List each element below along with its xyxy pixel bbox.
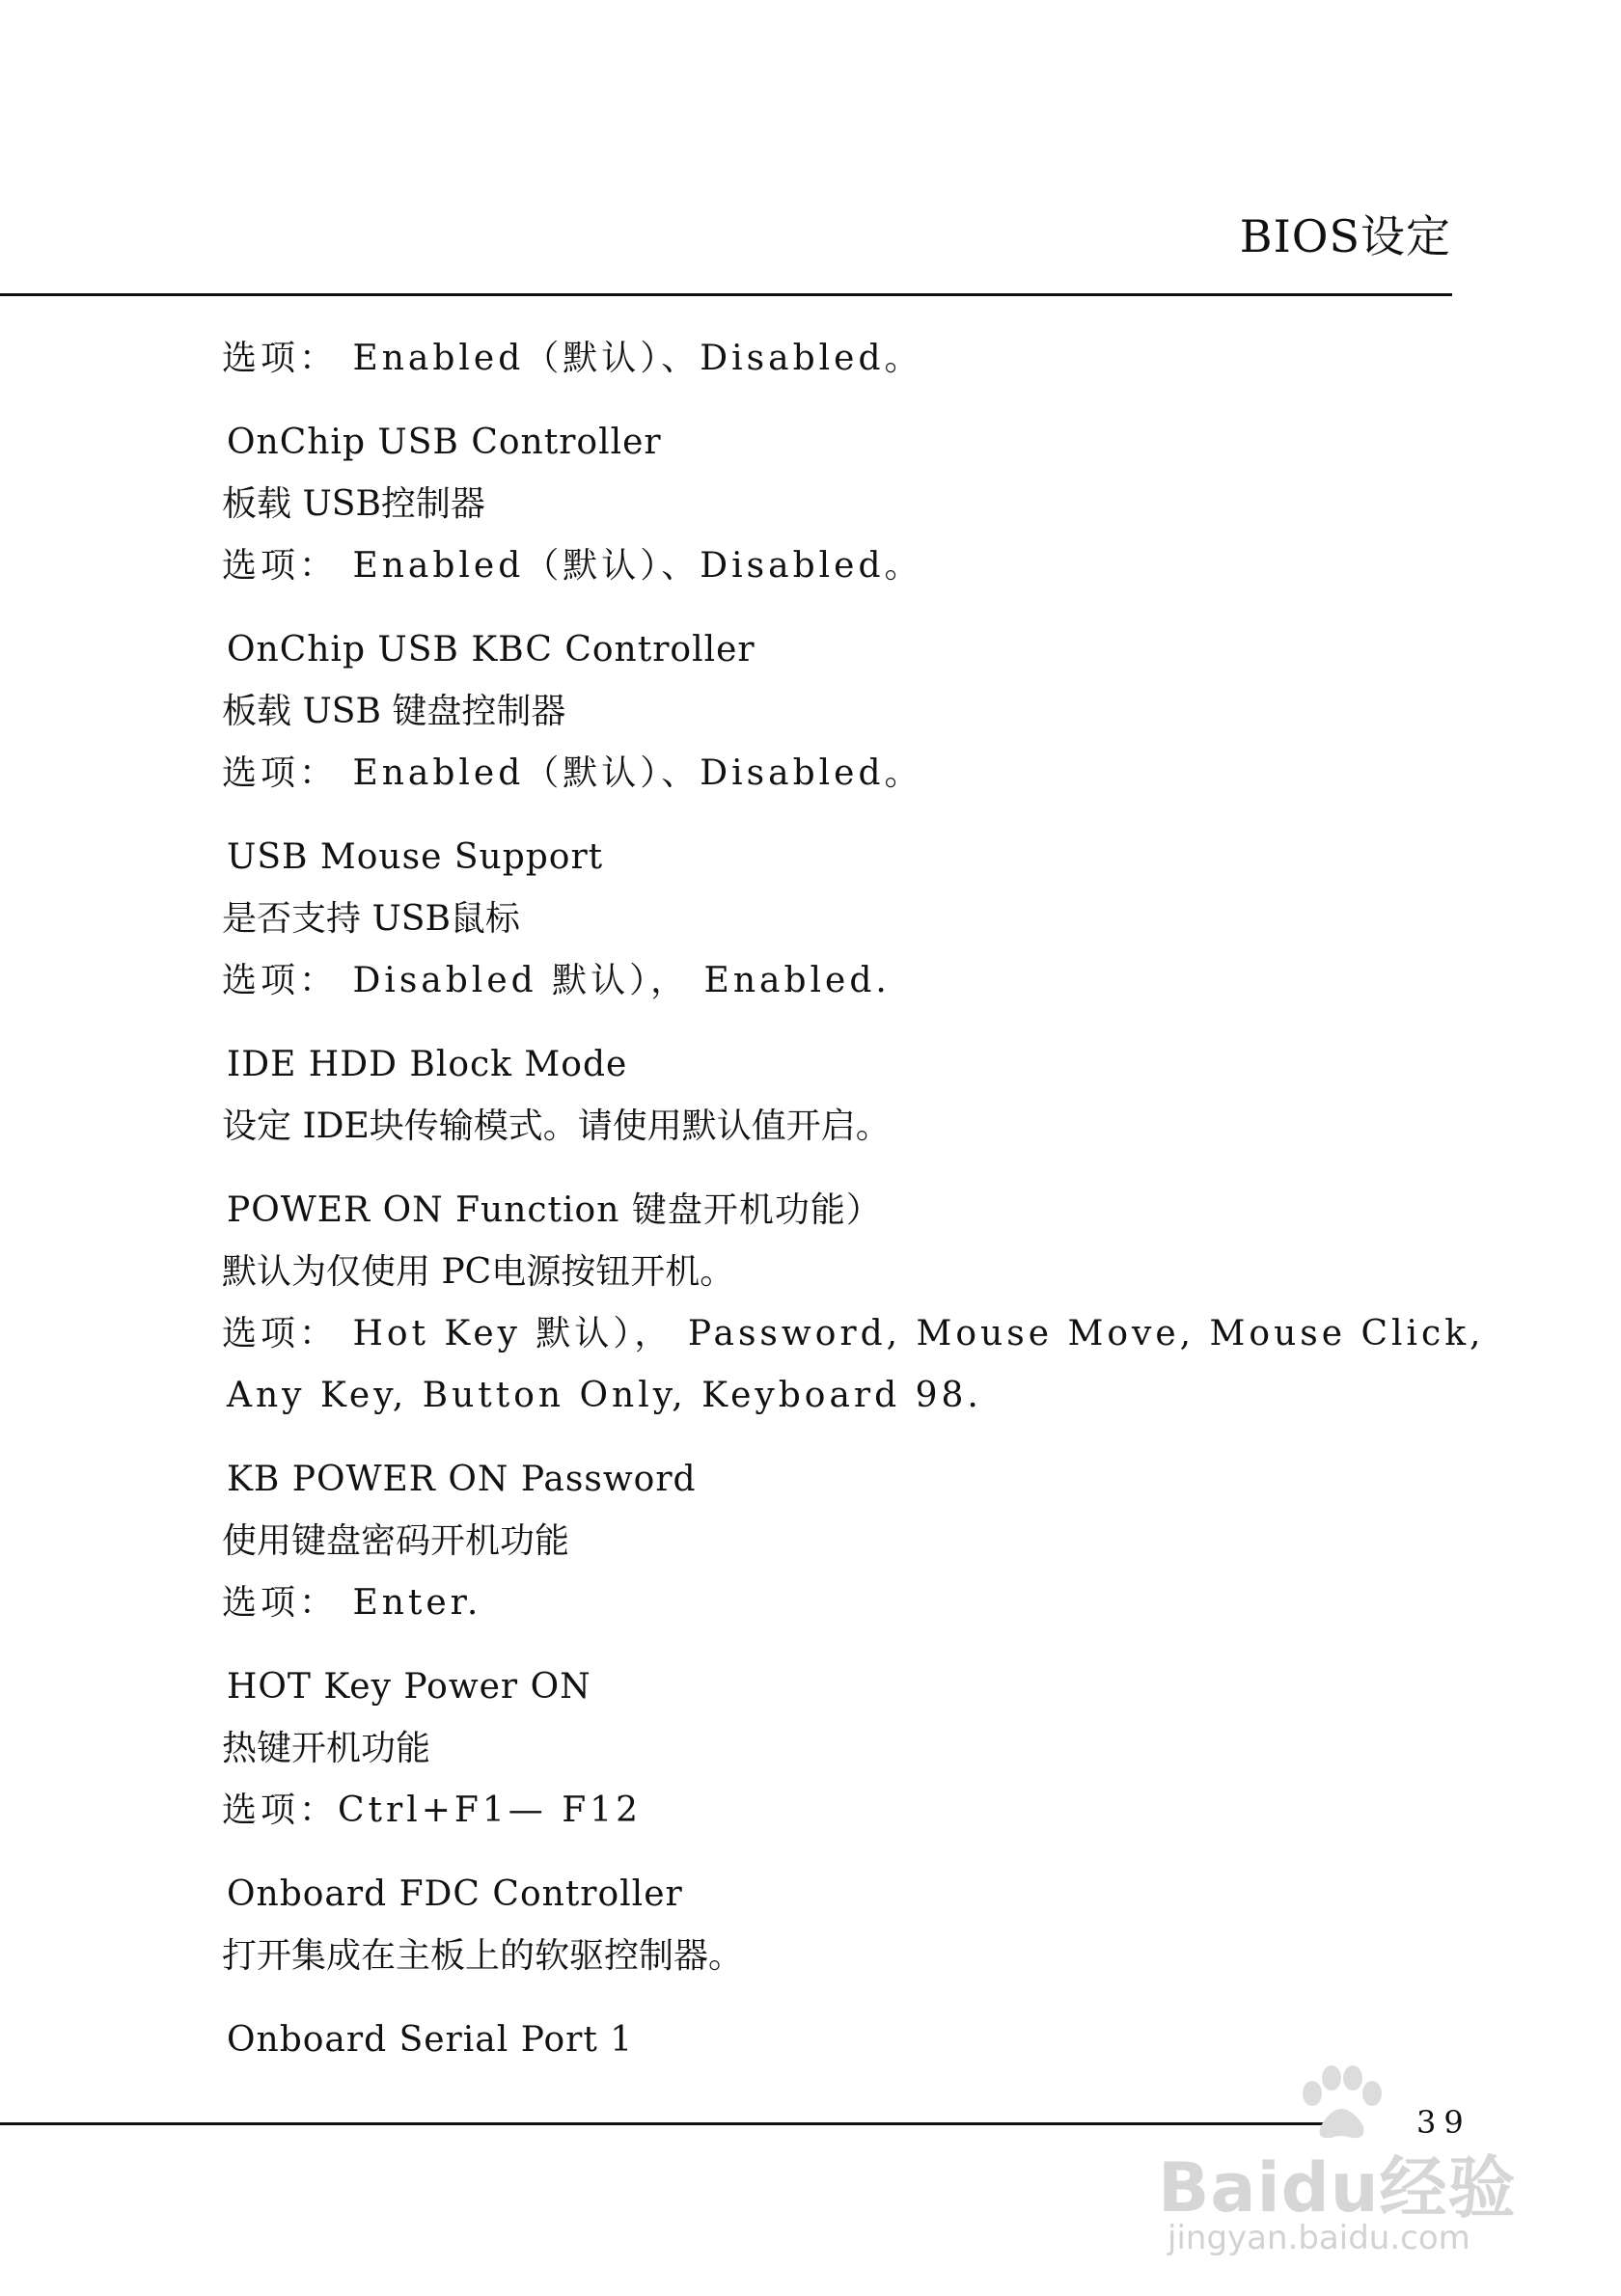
setting-description: 使用键盘密码开机功能 — [222, 1521, 570, 1561]
option-line: 选项： Enter. — [222, 1583, 482, 1623]
setting-description: 设定 IDE块传输模式。请使用默认值开启。 — [222, 1107, 891, 1146]
page-number: 39 — [1416, 2104, 1471, 2141]
setting-title: HOT Key Power ON — [227, 1667, 591, 1707]
setting-title: KB POWER ON Password — [227, 1460, 697, 1499]
watermark — [1158, 2064, 1544, 2267]
setting-description: 热键开机功能 — [222, 1729, 431, 1768]
watermark-brand: Baidu经验 — [1158, 2148, 1517, 2228]
setting-title: OnChip USB KBC Controller — [227, 630, 756, 670]
option-line: 选项： Enabled（默认）、Disabled。 — [222, 546, 923, 586]
footer-rule — [0, 2122, 1360, 2125]
setting-description: 板载 USB控制器 — [222, 484, 485, 524]
watermark-url: jingyan.baidu.com — [1168, 2219, 1470, 2257]
option-line: 选项：Ctrl+F1— F12 — [222, 1790, 643, 1830]
setting-description: 默认为仅使用 PC电源按钮开机。 — [222, 1252, 735, 1292]
option-line: 选项： Disabled 默认）， Enabled. — [222, 961, 891, 1000]
option-line: 选项： Hot Key 默认）， Password, Mouse Move, Mouse Click, — [222, 1314, 1485, 1353]
setting-description: 是否支持 USB鼠标 — [222, 899, 520, 939]
document-body — [222, 328, 1485, 2071]
setting-title: OnChip USB Controller — [227, 423, 662, 462]
setting-title: POWER ON Function 键盘开机功能） — [227, 1190, 882, 1230]
setting-title: Onboard Serial Port 1 — [227, 2020, 634, 2060]
option-line: 选项： Enabled（默认）、Disabled。 — [222, 753, 923, 793]
setting-title: Onboard FDC Controller — [227, 1874, 683, 1914]
setting-title: USB Mouse Support — [227, 837, 604, 877]
paw-icon — [1293, 2064, 1389, 2142]
page-header-title: BIOS设定 — [1239, 210, 1451, 262]
setting-title: IDE HDD Block Mode — [227, 1045, 628, 1084]
header-rule — [0, 293, 1452, 296]
option-line: 选项： Enabled（默认）、Disabled。 — [222, 339, 923, 378]
option-line-continued: Any Key, Button Only, Keyboard 98. — [227, 1376, 982, 1415]
setting-description: 打开集成在主板上的软驱控制器。 — [222, 1936, 744, 1976]
setting-description: 板载 USB 键盘控制器 — [222, 692, 566, 731]
